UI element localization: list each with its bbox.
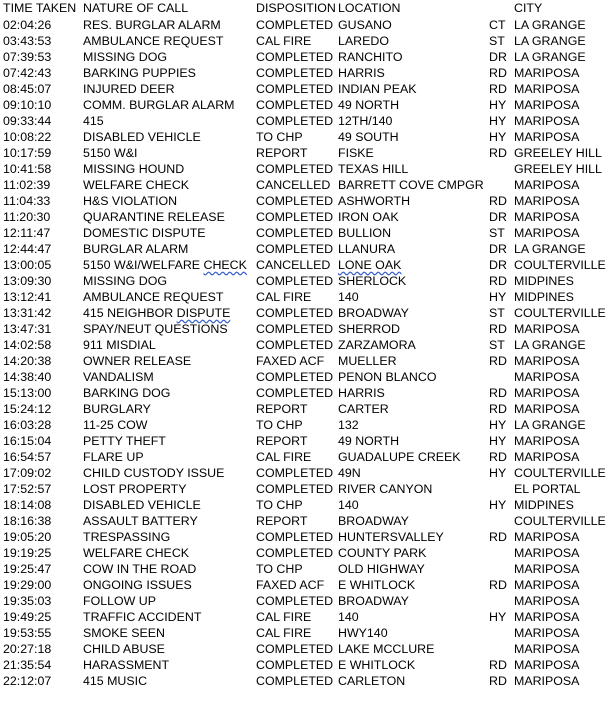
table-row — [3, 193, 613, 209]
row-city: MARIPOSA — [514, 322, 580, 336]
row-time: 19:29:00 — [3, 578, 52, 592]
row-disposition: COMPLETED — [256, 274, 334, 288]
table-row — [3, 609, 613, 625]
row-time: 11:20:30 — [3, 210, 51, 224]
row-city: MARIPOSA — [514, 114, 580, 128]
row-disposition: FAXED ACF — [256, 578, 325, 592]
row-disposition: COMPLETED — [256, 546, 334, 560]
table-row — [3, 593, 613, 609]
row-city: COULTERVILLE — [514, 466, 606, 480]
row-time: 15:24:12 — [3, 402, 52, 416]
row-disposition: CANCELLED — [256, 178, 331, 192]
row-time: 13:09:30 — [3, 274, 52, 288]
row-city: MARIPOSA — [514, 674, 580, 688]
row-city: COULTERVILLE — [514, 306, 606, 320]
row-disposition: COMPLETED — [256, 162, 334, 176]
row-nature: MISSING HOUND — [83, 162, 185, 176]
row-street-suffix: DR — [489, 258, 507, 272]
row-location: SHERROD — [338, 322, 400, 336]
row-city: MARIPOSA — [514, 178, 580, 192]
row-time: 03:43:53 — [3, 34, 52, 48]
row-disposition: COMPLETED — [256, 226, 334, 240]
row-disposition: REPORT — [256, 514, 308, 528]
row-nature: LOST PROPERTY — [83, 482, 187, 496]
table-row — [3, 305, 613, 321]
table-row — [3, 561, 613, 577]
row-street-suffix: RD — [489, 146, 507, 160]
row-location: RIVER CANYON — [338, 482, 433, 496]
row-time: 10:08:22 — [3, 130, 52, 144]
row-nature: MISSING DOG — [83, 50, 167, 64]
row-location: SHERLOCK — [338, 274, 407, 288]
table-row — [3, 545, 613, 561]
header-row — [3, 0, 613, 17]
table-row — [3, 257, 613, 273]
table-row — [3, 273, 613, 289]
row-disposition: COMPLETED — [256, 210, 334, 224]
row-nature: SPAY/NEUT QUESTIONS — [83, 322, 228, 336]
row-location: LLANURA — [338, 242, 396, 256]
row-location: HUNTERSVALLEY — [338, 530, 444, 544]
table-row — [3, 417, 613, 433]
row-time: 02:04:26 — [3, 18, 52, 32]
row-street-suffix: DR — [489, 50, 507, 64]
row-street-suffix: CT — [489, 18, 506, 32]
row-time: 13:12:41 — [3, 290, 52, 304]
row-street-suffix: HY — [489, 498, 507, 512]
table-row — [3, 513, 613, 529]
row-location: COUNTY PARK — [338, 546, 427, 560]
row-disposition: CAL FIRE — [256, 610, 312, 624]
row-nature: 911 MISDIAL — [83, 338, 156, 352]
table-row — [3, 17, 613, 33]
row-time: 11:04:33 — [3, 194, 51, 208]
row-nature: WELFARE CHECK — [83, 546, 190, 560]
row-nature: PETTY THEFT — [83, 434, 166, 448]
row-time: 10:17:59 — [3, 146, 52, 160]
row-nature: ASSAULT BATTERY — [83, 514, 198, 528]
table-row — [3, 353, 613, 369]
row-nature: AMBULANCE REQUEST — [83, 34, 224, 48]
table-row — [3, 129, 613, 145]
row-nature: 5150 W&I/WELFARE CHECK — [83, 258, 247, 272]
row-nature: MISSING DOG — [83, 274, 167, 288]
row-time: 16:15:04 — [3, 434, 52, 448]
table-row — [3, 97, 613, 113]
row-time: 14:02:58 — [3, 338, 52, 352]
row-disposition: TO CHP — [256, 418, 303, 432]
row-location: MUELLER — [338, 354, 397, 368]
row-street-suffix: HY — [489, 98, 507, 112]
row-location: 49 SOUTH — [338, 130, 399, 144]
row-street-suffix: RD — [489, 274, 507, 288]
row-location: INDIAN PEAK — [338, 82, 417, 96]
row-city: GREELEY HILL — [514, 146, 602, 160]
row-nature: HARASSMENT — [83, 658, 170, 672]
row-disposition: REPORT — [256, 402, 308, 416]
table-row — [3, 49, 613, 65]
row-time: 21:35:54 — [3, 658, 52, 672]
row-street-suffix: RD — [489, 450, 507, 464]
row-disposition: FAXED ACF — [256, 354, 325, 368]
row-time: 20:27:18 — [3, 642, 52, 656]
row-city: GREELEY HILL — [514, 162, 602, 176]
row-street-suffix: HY — [489, 130, 507, 144]
row-street-suffix: RD — [489, 82, 507, 96]
row-street-suffix: RD — [489, 194, 507, 208]
row-street-suffix: HY — [489, 418, 507, 432]
header-disposition: DISPOSITION — [256, 1, 336, 15]
row-time: 16:03:28 — [3, 418, 52, 432]
row-time: 19:19:25 — [3, 546, 52, 560]
row-disposition: COMPLETED — [256, 466, 334, 480]
row-nature: COMM. BURGLAR ALARM — [83, 98, 235, 112]
row-disposition: COMPLETED — [256, 674, 334, 688]
row-location: LAKE MCCLURE — [338, 642, 435, 656]
row-location: BULLION — [338, 226, 392, 240]
row-street-suffix: HY — [489, 290, 507, 304]
row-street-suffix: RD — [489, 530, 507, 544]
row-location: IRON OAK — [338, 210, 399, 224]
row-location: E WHITLOCK — [338, 658, 416, 672]
row-nature: CHILD CUSTODY ISSUE — [83, 466, 225, 480]
call-log-table — [3, 0, 613, 689]
row-location: E WHITLOCK — [338, 578, 416, 592]
row-street-suffix: RD — [489, 674, 507, 688]
row-disposition: REPORT — [256, 146, 308, 160]
row-city: MARIPOSA — [514, 626, 580, 640]
row-nature: AMBULANCE REQUEST — [83, 290, 224, 304]
row-street-suffix: HY — [489, 114, 507, 128]
row-location: RANCHITO — [338, 50, 403, 64]
row-city: MARIPOSA — [514, 642, 580, 656]
row-location: CARTER — [338, 402, 389, 416]
row-city: MARIPOSA — [514, 386, 580, 400]
row-time: 19:05:20 — [3, 530, 52, 544]
table-row — [3, 177, 613, 193]
row-disposition: CANCELLED — [256, 258, 331, 272]
table-row — [3, 385, 613, 401]
row-nature: 415 NEIGHBOR DISPUTE — [83, 306, 231, 320]
row-time: 13:31:42 — [3, 306, 52, 320]
row-disposition: COMPLETED — [256, 322, 334, 336]
table-row — [3, 337, 613, 353]
table-row — [3, 33, 613, 49]
table-row — [3, 657, 613, 673]
table-row — [3, 289, 613, 305]
row-time: 09:10:10 — [3, 98, 52, 112]
row-street-suffix: RD — [489, 66, 507, 80]
row-time: 19:49:25 — [3, 610, 52, 624]
row-nature: FLARE UP — [83, 450, 144, 464]
header-time: TIME TAKEN — [3, 1, 77, 15]
row-location: GUSANO — [338, 18, 392, 32]
row-location: BROADWAY — [338, 306, 409, 320]
row-street-suffix: RD — [489, 658, 507, 672]
row-nature: TRESPASSING — [83, 530, 171, 544]
row-street-suffix: RD — [489, 354, 507, 368]
row-nature: COW IN THE ROAD — [83, 562, 197, 576]
row-nature: QUARANTINE RELEASE — [83, 210, 225, 224]
row-nature: 11-25 COW — [83, 418, 148, 432]
table-row — [3, 641, 613, 657]
row-nature: 415 MUSIC — [83, 674, 148, 688]
table-row — [3, 369, 613, 385]
row-nature: 5150 W&I — [83, 146, 138, 160]
table-row — [3, 449, 613, 465]
row-location: BARRETT COVE CMPGR — [338, 178, 484, 192]
row-location: CARLETON — [338, 674, 406, 688]
row-disposition: COMPLETED — [256, 386, 334, 400]
row-location: 12TH/140 — [338, 114, 393, 128]
row-nature: INJURED DEER — [83, 82, 175, 96]
row-city: LA GRANGE — [514, 418, 586, 432]
table-row — [3, 225, 613, 241]
row-city: MARIPOSA — [514, 82, 580, 96]
row-location: LAREDO — [338, 34, 389, 48]
row-disposition: CAL FIRE — [256, 290, 312, 304]
row-city: MARIPOSA — [514, 98, 580, 112]
row-location: BROADWAY — [338, 514, 409, 528]
row-location: ASHWORTH — [338, 194, 411, 208]
row-nature: VANDALISM — [83, 370, 154, 384]
row-disposition: COMPLETED — [256, 530, 334, 544]
row-disposition: COMPLETED — [256, 18, 334, 32]
row-disposition: TO CHP — [256, 498, 303, 512]
row-time: 18:14:08 — [3, 498, 52, 512]
row-time: 09:33:44 — [3, 114, 52, 128]
row-city: LA GRANGE — [514, 242, 586, 256]
row-street-suffix: ST — [489, 226, 505, 240]
table-row — [3, 465, 613, 481]
row-time: 14:38:40 — [3, 370, 52, 384]
row-city: EL PORTAL — [514, 482, 581, 496]
table-row — [3, 433, 613, 449]
row-location: PENON BLANCO — [338, 370, 437, 384]
row-disposition: COMPLETED — [256, 242, 334, 256]
row-disposition: CAL FIRE — [256, 450, 312, 464]
row-city: MARIPOSA — [514, 402, 580, 416]
row-street-suffix: RD — [489, 386, 507, 400]
row-nature: WELFARE CHECK — [83, 178, 190, 192]
table-row — [3, 145, 613, 161]
table-row — [3, 81, 613, 97]
row-city: MARIPOSA — [514, 562, 580, 576]
row-disposition: CAL FIRE — [256, 626, 312, 640]
row-city: MARIPOSA — [514, 594, 580, 608]
row-city: COULTERVILLE — [514, 258, 606, 272]
row-disposition: COMPLETED — [256, 482, 334, 496]
row-location: HARRIS — [338, 66, 385, 80]
table-row — [3, 497, 613, 513]
row-location: 140 — [338, 498, 359, 512]
row-street-suffix: RD — [489, 578, 507, 592]
row-location: HWY140 — [338, 626, 388, 640]
row-time: 12:44:47 — [3, 242, 52, 256]
row-time: 17:52:57 — [3, 482, 52, 496]
row-city: MARIPOSA — [514, 450, 580, 464]
table-row — [3, 673, 613, 689]
row-street-suffix: ST — [489, 34, 505, 48]
row-city: MARIPOSA — [514, 130, 580, 144]
row-nature: 415 — [83, 114, 104, 128]
row-disposition: COMPLETED — [256, 98, 334, 112]
row-time: 12:11:47 — [3, 226, 51, 240]
row-disposition: COMPLETED — [256, 642, 334, 656]
row-time: 08:45:07 — [3, 82, 52, 96]
row-time: 07:42:43 — [3, 66, 52, 80]
row-time: 07:39:53 — [3, 50, 52, 64]
row-street-suffix: RD — [489, 402, 507, 416]
header-location: LOCATION — [338, 1, 401, 15]
table-row — [3, 65, 613, 81]
table-row — [3, 401, 613, 417]
table-row — [3, 625, 613, 641]
row-nature: BARKING DOG — [83, 386, 171, 400]
table-row — [3, 209, 613, 225]
header-nature: NATURE OF CALL — [83, 1, 189, 15]
row-location: 140 — [338, 290, 359, 304]
row-city: MIDPINES — [514, 290, 574, 304]
row-disposition: COMPLETED — [256, 658, 334, 672]
row-time: 10:41:58 — [3, 162, 52, 176]
row-nature: DOMESTIC DISPUTE — [83, 226, 206, 240]
row-nature: DISABLED VEHICLE — [83, 130, 201, 144]
row-city: MARIPOSA — [514, 194, 580, 208]
row-location: 49 NORTH — [338, 98, 400, 112]
row-disposition: REPORT — [256, 434, 308, 448]
row-street-suffix: ST — [489, 306, 505, 320]
row-disposition: TO CHP — [256, 562, 303, 576]
row-city: MARIPOSA — [514, 370, 580, 384]
row-nature: OWNER RELEASE — [83, 354, 192, 368]
row-city: MARIPOSA — [514, 610, 580, 624]
row-time: 22:12:07 — [3, 674, 52, 688]
row-city: LA GRANGE — [514, 338, 586, 352]
row-nature: BARKING PUPPIES — [83, 66, 196, 80]
row-street-suffix: DR — [489, 210, 507, 224]
row-nature: DISABLED VEHICLE — [83, 498, 201, 512]
table-row — [3, 529, 613, 545]
row-time: 18:16:38 — [3, 514, 52, 528]
row-nature: BURGLAR ALARM — [83, 242, 189, 256]
row-street-suffix: HY — [489, 610, 507, 624]
row-time: 17:09:02 — [3, 466, 52, 480]
row-city: MARIPOSA — [514, 66, 580, 80]
row-disposition: COMPLETED — [256, 370, 334, 384]
table-row — [3, 113, 613, 129]
row-nature: FOLLOW UP — [83, 594, 156, 608]
table-row — [3, 577, 613, 593]
row-nature: RES. BURGLAR ALARM — [83, 18, 221, 32]
row-location: BROADWAY — [338, 594, 409, 608]
row-nature: ONGOING ISSUES — [83, 578, 192, 592]
row-time: 16:54:57 — [3, 450, 52, 464]
row-city: MARIPOSA — [514, 434, 580, 448]
row-city: LA GRANGE — [514, 34, 586, 48]
row-city: MARIPOSA — [514, 530, 580, 544]
row-city: LA GRANGE — [514, 50, 586, 64]
row-disposition: COMPLETED — [256, 82, 334, 96]
row-disposition: CAL FIRE — [256, 34, 312, 48]
row-location: 49N — [338, 466, 361, 480]
row-street-suffix: DR — [489, 242, 507, 256]
row-time: 14:20:38 — [3, 354, 52, 368]
row-location: TEXAS HILL — [338, 162, 409, 176]
row-street-suffix: HY — [489, 434, 507, 448]
row-city: MIDPINES — [514, 274, 574, 288]
row-location: ZARZAMORA — [338, 338, 416, 352]
table-row — [3, 481, 613, 497]
row-disposition: COMPLETED — [256, 594, 334, 608]
row-location: FISKE — [338, 146, 374, 160]
row-location: 132 — [338, 418, 359, 432]
row-city: MARIPOSA — [514, 354, 580, 368]
row-disposition: COMPLETED — [256, 114, 334, 128]
row-city: COULTERVILLE — [514, 514, 606, 528]
row-disposition: COMPLETED — [256, 66, 334, 80]
row-nature: H&S VIOLATION — [83, 194, 178, 208]
row-location: GUADALUPE CREEK — [338, 450, 461, 464]
row-city: MIDPINES — [514, 498, 574, 512]
row-time: 11:02:39 — [3, 178, 51, 192]
row-time: 19:25:47 — [3, 562, 52, 576]
row-disposition: COMPLETED — [256, 338, 334, 352]
row-disposition: TO CHP — [256, 130, 303, 144]
row-nature: BURGLARY — [83, 402, 151, 416]
row-nature: TRAFFIC ACCIDENT — [83, 610, 202, 624]
row-street-suffix: HY — [489, 466, 507, 480]
row-city: MARIPOSA — [514, 226, 580, 240]
row-nature: CHILD ABUSE — [83, 642, 165, 656]
row-street-suffix: ST — [489, 338, 505, 352]
log-rows — [3, 17, 613, 689]
row-city: MARIPOSA — [514, 210, 580, 224]
row-location: LONE OAK — [338, 258, 402, 272]
row-time: 19:53:55 — [3, 626, 52, 640]
row-location: 49 NORTH — [338, 434, 400, 448]
row-time: 13:47:31 — [3, 322, 52, 336]
row-disposition: COMPLETED — [256, 194, 334, 208]
row-disposition: COMPLETED — [256, 50, 334, 64]
row-location: HARRIS — [338, 386, 385, 400]
row-nature: SMOKE SEEN — [83, 626, 165, 640]
row-location: 140 — [338, 610, 359, 624]
row-city: MARIPOSA — [514, 578, 580, 592]
row-city: MARIPOSA — [514, 546, 580, 560]
row-city: MARIPOSA — [514, 658, 580, 672]
row-disposition: COMPLETED — [256, 306, 334, 320]
row-city: LA GRANGE — [514, 18, 586, 32]
row-street-suffix: RD — [489, 322, 507, 336]
row-time: 15:13:00 — [3, 386, 52, 400]
table-row — [3, 241, 613, 257]
header-city: CITY — [514, 1, 543, 15]
row-time: 13:00:05 — [3, 258, 52, 272]
row-location: OLD HIGHWAY — [338, 562, 425, 576]
row-time: 19:35:03 — [3, 594, 52, 608]
table-row — [3, 321, 613, 337]
table-row — [3, 161, 613, 177]
